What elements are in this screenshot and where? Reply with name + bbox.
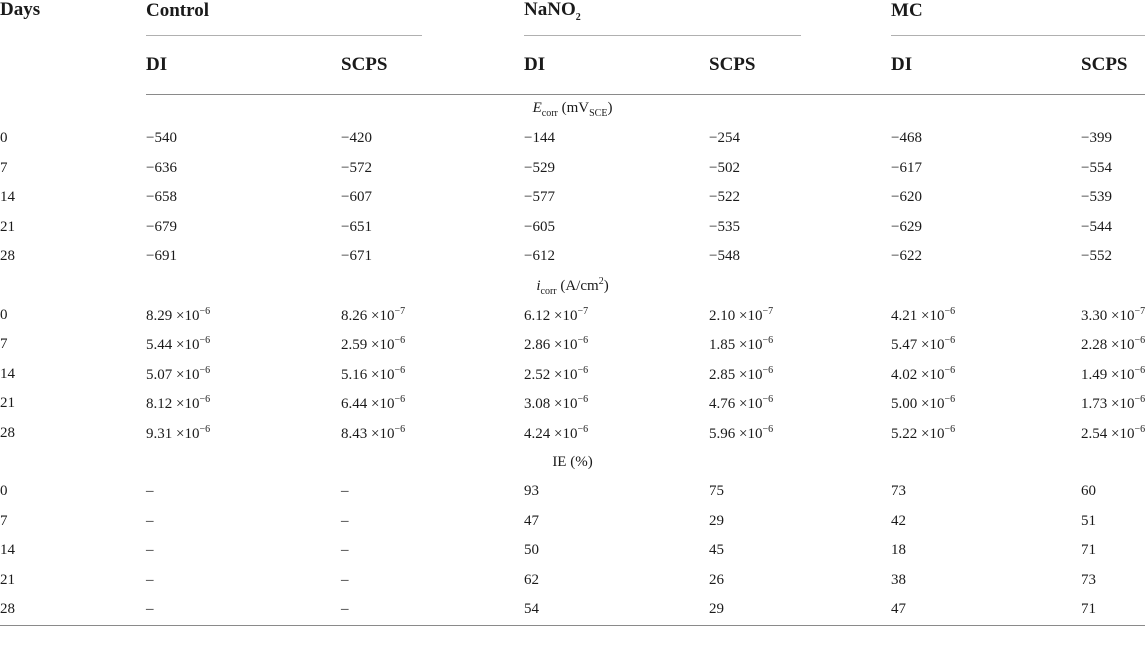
day-cell: 21	[0, 395, 15, 412]
group-underline	[524, 35, 801, 36]
value-mantissa: 2.86 ×10	[524, 337, 578, 354]
value-cell: −254	[709, 130, 740, 147]
value-cell: 42	[891, 512, 907, 529]
day-cell: 0	[0, 306, 8, 323]
value-cell	[341, 389, 524, 419]
icorr-unit-sup: 2	[598, 275, 604, 287]
value-cell: −629	[891, 218, 922, 235]
subheader-di: DI	[524, 36, 709, 95]
group-label-nano2-main: NaNO	[524, 0, 576, 21]
value-cell	[891, 301, 1081, 331]
day-cell: 21	[0, 218, 15, 235]
value-exponent: −6	[762, 394, 774, 406]
value-mantissa: 3.08 ×10	[524, 396, 578, 413]
value-exponent: −6	[944, 364, 956, 376]
value-cell: 26	[709, 571, 725, 588]
value-cell: 60	[1081, 483, 1097, 500]
subheader-scps: SCPS	[1081, 36, 1145, 95]
value-mantissa: 2.10 ×10	[709, 307, 763, 324]
group-underline	[146, 35, 422, 36]
section-label-icorr	[0, 272, 1145, 301]
value-cell: –	[341, 595, 524, 625]
value-exponent: −6	[394, 394, 406, 406]
day-cell: 0	[0, 130, 8, 147]
value-mantissa: 2.54 ×10	[1081, 425, 1135, 442]
value-cell: 47	[524, 512, 540, 529]
table-row	[0, 360, 1145, 390]
value-cell: −622	[891, 248, 922, 265]
value-cell: –	[146, 595, 341, 625]
ecorr-unit-pre: (mV	[561, 100, 590, 116]
value-mantissa: 5.00 ×10	[891, 396, 945, 413]
value-cell: 93	[524, 483, 540, 500]
value-cell: –	[341, 483, 349, 500]
value-exponent: −6	[944, 305, 956, 317]
value-cell: −605	[524, 218, 555, 235]
value-exponent: −6	[577, 335, 589, 347]
day-cell: 28	[0, 248, 15, 265]
value-cell: 38	[891, 571, 907, 588]
value-cell: −399	[1081, 130, 1112, 147]
section-row-ie	[0, 448, 1145, 477]
value-cell	[891, 389, 1081, 419]
value-cell: −577	[524, 189, 555, 206]
section-label-ecorr	[0, 95, 1145, 125]
ecorr-symbol-sub: corr	[541, 108, 558, 119]
value-cell: −468	[891, 130, 922, 147]
value-cell	[709, 360, 891, 390]
table-row	[0, 330, 1145, 360]
group-header-mc	[891, 0, 1145, 36]
value-cell: 51	[1081, 512, 1097, 529]
value-exponent: −6	[199, 305, 211, 317]
value-exponent: −7	[577, 305, 589, 317]
value-exponent: −6	[199, 364, 211, 376]
value-exponent: −7	[1134, 305, 1145, 317]
day-cell: 14	[0, 542, 15, 559]
value-cell: −620	[891, 189, 922, 206]
section-row-icorr	[0, 272, 1145, 301]
value-cell: −691	[146, 248, 177, 265]
group-label-control: Control	[146, 0, 209, 21]
section-row-ecorr	[0, 95, 1145, 125]
table-body	[0, 95, 1145, 626]
value-cell: −535	[709, 218, 740, 235]
value-cell: 18	[891, 542, 907, 559]
value-mantissa: 1.73 ×10	[1081, 396, 1135, 413]
value-cell: –	[146, 542, 154, 559]
value-mantissa: 5.07 ×10	[146, 366, 200, 383]
value-mantissa: 9.31 ×10	[146, 425, 200, 442]
group-label-nano2-sub: 2	[575, 11, 581, 23]
group-label-nano2	[524, 0, 891, 29]
value-cell	[341, 301, 524, 331]
value-cell	[524, 419, 709, 449]
value-cell: −540	[146, 130, 177, 147]
value-cell: −554	[1081, 159, 1112, 176]
value-mantissa: 4.02 ×10	[891, 366, 945, 383]
table-row	[0, 419, 1145, 449]
day-cell: 28	[0, 595, 146, 625]
table-row	[0, 124, 1145, 154]
ecorr-unit-sub: SCE	[589, 108, 608, 119]
value-cell: –	[341, 542, 349, 559]
table-row	[0, 154, 1145, 184]
value-cell: –	[146, 571, 154, 588]
value-exponent: −6	[199, 423, 211, 435]
value-cell	[524, 389, 709, 419]
value-cell: 73	[891, 483, 907, 500]
value-cell: 75	[709, 483, 725, 500]
table-row	[0, 477, 1145, 507]
value-cell: −502	[709, 159, 740, 176]
value-cell	[709, 330, 891, 360]
day-cell: 7	[0, 336, 8, 353]
value-cell: −651	[341, 218, 372, 235]
value-exponent: −6	[577, 394, 589, 406]
day-cell: 14	[0, 365, 15, 382]
value-mantissa: 2.85 ×10	[709, 366, 763, 383]
value-cell: 47	[891, 595, 1081, 625]
value-cell	[1081, 301, 1145, 331]
value-cell: −420	[341, 130, 372, 147]
value-mantissa: 4.76 ×10	[709, 396, 763, 413]
table-row	[0, 242, 1145, 272]
subheader-scps: SCPS	[341, 36, 524, 95]
value-cell	[891, 360, 1081, 390]
value-cell: 62	[524, 571, 540, 588]
value-cell	[524, 330, 709, 360]
days-header-label: Days	[0, 0, 41, 20]
value-cell: −679	[146, 218, 177, 235]
value-mantissa: 5.96 ×10	[709, 425, 763, 442]
value-cell: 45	[709, 542, 725, 559]
value-mantissa: 1.85 ×10	[709, 337, 763, 354]
table-row	[0, 536, 1145, 566]
icorr-unit-post: )	[603, 277, 609, 294]
subheader-di: DI	[891, 36, 1081, 95]
value-exponent: −6	[1134, 335, 1145, 347]
value-cell: −572	[341, 159, 372, 176]
value-cell	[341, 419, 524, 449]
value-mantissa: 2.59 ×10	[341, 337, 395, 354]
value-cell	[146, 330, 341, 360]
value-mantissa: 5.44 ×10	[146, 337, 200, 354]
value-cell	[341, 330, 524, 360]
value-cell	[524, 360, 709, 390]
value-cell: –	[146, 512, 154, 529]
value-cell: 73	[1081, 571, 1097, 588]
value-cell: −522	[709, 189, 740, 206]
value-cell: 29	[709, 595, 891, 625]
value-mantissa: 5.47 ×10	[891, 337, 945, 354]
value-mantissa: 3.30 ×10	[1081, 307, 1135, 324]
value-cell	[341, 360, 524, 390]
value-cell	[146, 360, 341, 390]
day-cell: 28	[0, 424, 15, 441]
icorr-unit-pre: (A/cm	[560, 277, 599, 294]
value-exponent: −6	[762, 335, 774, 347]
value-cell: −671	[341, 248, 372, 265]
value-mantissa: 1.49 ×10	[1081, 366, 1135, 383]
table-row	[0, 566, 1145, 596]
value-cell: 54	[524, 595, 709, 625]
value-exponent: −6	[944, 335, 956, 347]
value-mantissa: 6.12 ×10	[524, 307, 578, 324]
day-cell: 14	[0, 189, 15, 206]
value-cell: –	[146, 483, 154, 500]
value-cell: 29	[709, 512, 725, 529]
value-mantissa: 5.16 ×10	[341, 366, 395, 383]
value-cell: −607	[341, 189, 372, 206]
value-cell	[146, 389, 341, 419]
day-cell: 0	[0, 483, 8, 500]
subheader-scps: SCPS	[709, 36, 891, 95]
value-mantissa: 4.24 ×10	[524, 425, 578, 442]
value-mantissa: 2.28 ×10	[1081, 337, 1135, 354]
value-cell: −544	[1081, 218, 1112, 235]
value-cell: −144	[524, 130, 555, 147]
table-row	[0, 183, 1145, 213]
value-exponent: −7	[762, 305, 774, 317]
group-header-nano2	[524, 0, 891, 36]
value-cell: 71	[1081, 542, 1097, 559]
value-exponent: −6	[577, 364, 589, 376]
value-exponent: −6	[1134, 394, 1145, 406]
value-exponent: −6	[944, 394, 956, 406]
value-cell: –	[341, 512, 349, 529]
value-cell	[1081, 419, 1145, 449]
value-cell	[709, 419, 891, 449]
value-cell: −617	[891, 159, 922, 176]
value-exponent: −6	[199, 394, 211, 406]
table-row	[0, 213, 1145, 243]
table-row	[0, 595, 1145, 625]
value-exponent: −6	[762, 364, 774, 376]
value-cell: −539	[1081, 189, 1112, 206]
group-header-control	[146, 0, 524, 36]
value-exponent: −7	[394, 305, 406, 317]
icorr-symbol-sub: corr	[540, 285, 557, 297]
value-mantissa: 8.29 ×10	[146, 307, 200, 324]
value-cell: 71	[1081, 595, 1145, 625]
table-row	[0, 389, 1145, 419]
table-row	[0, 301, 1145, 331]
value-exponent: −6	[762, 423, 774, 435]
value-cell	[891, 330, 1081, 360]
value-cell	[524, 301, 709, 331]
value-cell	[709, 301, 891, 331]
value-mantissa: 2.52 ×10	[524, 366, 578, 383]
value-mantissa: 8.12 ×10	[146, 396, 200, 413]
group-label-mc: MC	[891, 0, 923, 21]
icorr-symbol: i	[536, 277, 541, 294]
ecorr-unit-post: )	[607, 100, 613, 116]
value-cell: 50	[524, 542, 540, 559]
value-cell	[146, 301, 341, 331]
value-exponent: −6	[394, 335, 406, 347]
value-exponent: −6	[394, 423, 406, 435]
day-cell: 21	[0, 571, 15, 588]
value-exponent: −6	[1134, 423, 1145, 435]
value-mantissa: 4.21 ×10	[891, 307, 945, 324]
days-header	[0, 0, 146, 95]
value-cell: −658	[146, 189, 177, 206]
value-cell: −636	[146, 159, 177, 176]
day-cell: 7	[0, 512, 8, 529]
table-row	[0, 507, 1145, 537]
subheader-di: DI	[146, 36, 341, 95]
value-cell	[1081, 330, 1145, 360]
value-exponent: −6	[577, 423, 589, 435]
group-underline	[891, 35, 1145, 36]
value-mantissa: 6.44 ×10	[341, 396, 395, 413]
value-cell	[891, 419, 1081, 449]
value-cell	[146, 419, 341, 449]
value-cell: −612	[524, 248, 555, 265]
day-cell: 7	[0, 159, 8, 176]
value-mantissa: 8.43 ×10	[341, 425, 395, 442]
value-exponent: −6	[199, 335, 211, 347]
section-label-ie: IE (%)	[552, 454, 593, 470]
value-cell	[1081, 389, 1145, 419]
ecorr-symbol: E	[532, 100, 542, 116]
value-cell	[1081, 360, 1145, 390]
value-cell: −548	[709, 248, 740, 265]
value-cell: –	[341, 571, 349, 588]
value-mantissa: 5.22 ×10	[891, 425, 945, 442]
value-mantissa: 8.26 ×10	[341, 307, 395, 324]
value-cell: −529	[524, 159, 555, 176]
value-exponent: −6	[1134, 364, 1145, 376]
value-exponent: −6	[944, 423, 956, 435]
value-cell: −552	[1081, 248, 1112, 265]
value-cell	[709, 389, 891, 419]
value-exponent: −6	[394, 364, 406, 376]
